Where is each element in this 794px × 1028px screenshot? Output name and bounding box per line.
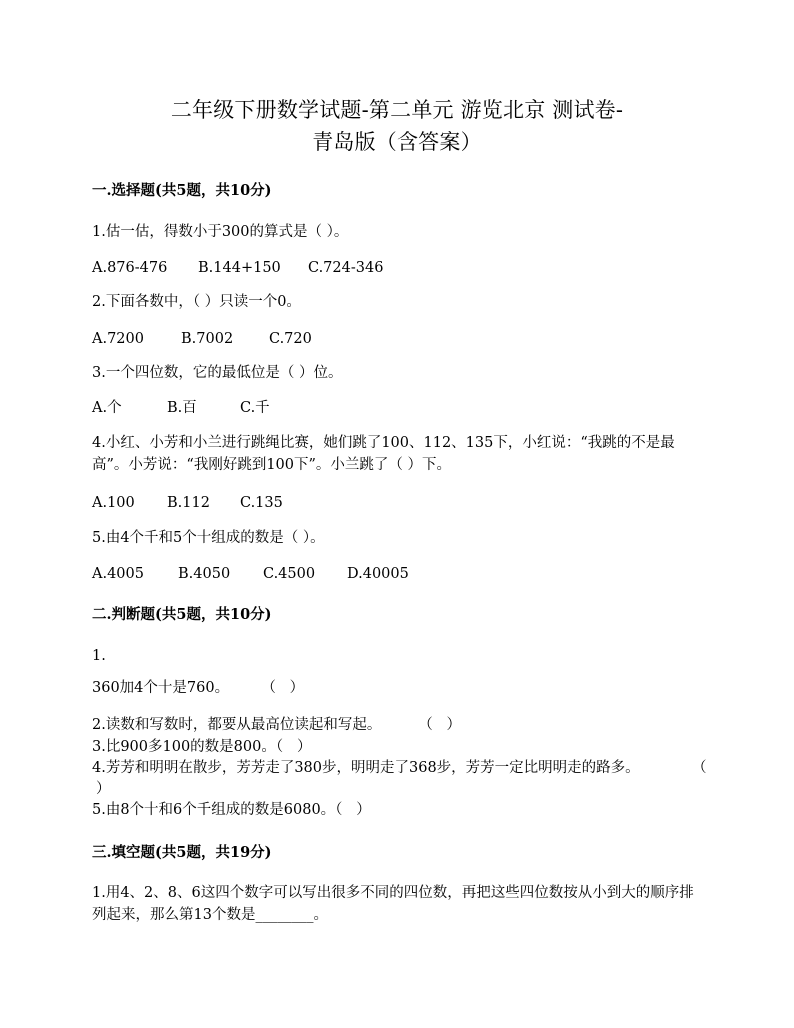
judge-3: 3.比900多100的数是800。（ ）: [92, 739, 312, 755]
judge-2: 2.读数和写数时，都要从最高位读起和写起。 （ ）: [92, 717, 462, 733]
option-c: C.千: [240, 400, 270, 416]
question-3-options: [92, 398, 270, 420]
title-line-1: 二年级下册数学试题-第二单元 游览北京 测试卷-: [170, 98, 624, 122]
option-a: A.4005: [92, 566, 144, 582]
option-c: C.135: [240, 495, 283, 511]
option-a: A.个: [92, 400, 122, 416]
section-2-heading: 二.判断题(共5题，共10分): [92, 606, 272, 623]
judge-1: 360加4个十是760。 （ ）: [92, 680, 305, 696]
judge-4: [92, 758, 707, 780]
option-b: B.百: [167, 400, 197, 416]
question-5: 5.由4个千和5个十组成的数是（ ）。: [92, 530, 325, 546]
option-a: A.876-476: [92, 260, 168, 276]
section-1-heading: 一.选择题(共5题，共10分): [92, 182, 272, 199]
option-a: A.100: [92, 495, 135, 511]
option-c: C.724-346: [308, 260, 384, 276]
question-1-options: [92, 258, 383, 280]
option-a: A.7200: [92, 331, 144, 347]
option-c: C.720: [269, 331, 312, 347]
question-4-options: [92, 493, 283, 515]
option-b: B.144+150: [198, 260, 281, 276]
fill-question-1: 1.用4、2、8、6这四个数字可以写出很多不同的四位数，再把这些四位数按从小到大的顺序排列起来，那么第13个数是________。: [92, 885, 694, 923]
question-2-options: [92, 329, 312, 351]
option-b: B.112: [167, 495, 210, 511]
section-3-heading: 三.填空题(共5题，共19分): [92, 844, 272, 861]
judge-4-text: 4.芳芳和明明在散步，芳芳走了380步，明明走了368步，芳芳一定比明明走的路多。: [92, 760, 640, 776]
option-b: B.7002: [181, 331, 234, 347]
judge-4-open-paren: （: [692, 760, 707, 776]
judge-4-close-paren: ）: [96, 781, 111, 797]
question-5-options: [92, 564, 409, 586]
question-1: 1.估一估，得数小于300的算式是（ ）。: [92, 224, 349, 240]
question-4: 4.小红、小芳和小兰进行跳绳比赛，她们跳了100、112、135下，小红说：“我跳的不是最高”。小芳说：“我刚好跳到100下”。小兰跳了（ ）下。: [92, 435, 675, 473]
judge-5: 5.由8个十和6个千组成的数是6080。（ ）: [92, 802, 371, 818]
option-d: D.40005: [347, 566, 409, 582]
option-c: C.4500: [263, 566, 316, 582]
option-b: B.4050: [178, 566, 231, 582]
question-3: 3.一个四位数，它的最低位是（ ）位。: [92, 365, 343, 381]
question-2: 2.下面各数中，（ ）只读一个0。: [92, 294, 301, 310]
judge-1-number: 1.: [92, 648, 106, 664]
title-line-2: 青岛版（含答案）: [312, 130, 482, 154]
